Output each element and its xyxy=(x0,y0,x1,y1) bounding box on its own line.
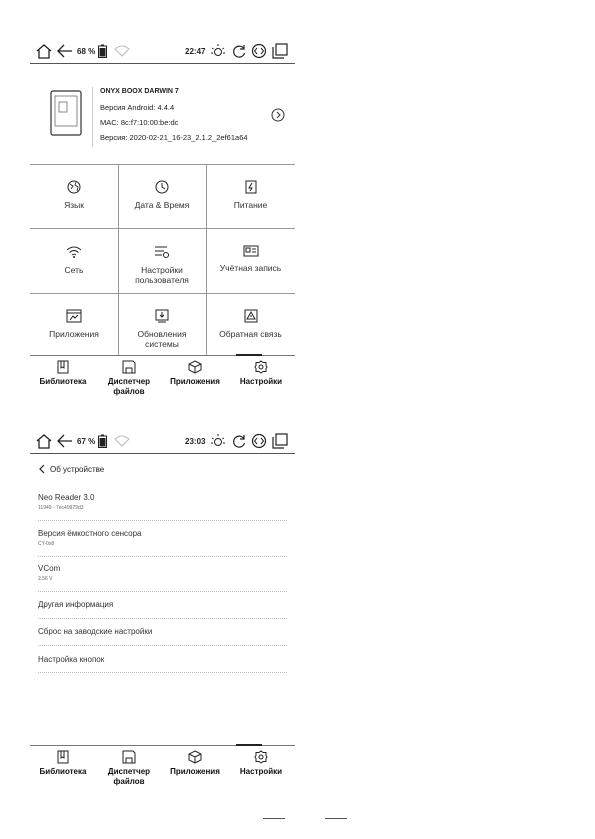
home-icon[interactable] xyxy=(35,40,53,62)
nav-label: Диспетчер файлов xyxy=(107,377,151,396)
frontlight-icon[interactable] xyxy=(210,40,226,62)
chevron-left-icon xyxy=(38,464,46,474)
grid-account[interactable] xyxy=(206,245,295,273)
grid-datetime[interactable] xyxy=(118,180,206,210)
settings-grid xyxy=(30,164,295,355)
list-item[interactable]: Сброс на заводские настройки xyxy=(38,627,153,636)
battery-percent: 67 % xyxy=(77,436,96,446)
device-name: ONYX BOOX DARWIN 7 xyxy=(100,88,179,95)
page-mark-right xyxy=(325,818,347,819)
grid-label: Приложения xyxy=(49,329,99,339)
grid-label: Настройки пользователя xyxy=(135,265,189,285)
feedback-icon xyxy=(244,309,258,323)
user-settings-icon xyxy=(154,245,170,259)
back-label: Об устройстве xyxy=(50,464,105,474)
grid-feedback[interactable] xyxy=(206,309,295,339)
account-card-icon xyxy=(243,245,259,257)
settings-screen xyxy=(30,40,295,405)
grid-label: Обновления системы xyxy=(137,329,187,349)
list-item[interactable]: Другая информация xyxy=(38,600,114,609)
gear-icon xyxy=(254,360,268,374)
nav-label: Настройки xyxy=(239,767,283,776)
device-thumbnail-icon xyxy=(50,90,82,141)
nav-label: Приложения xyxy=(170,767,220,776)
grid-label: Учётная запись xyxy=(219,263,282,273)
gear-icon xyxy=(254,750,268,764)
nav-settings[interactable] xyxy=(228,746,294,777)
firmware-version: Версия: 2020-02-21_16-23_2.1.2_2ef61a64 xyxy=(100,133,248,142)
battery-percent: 68 % xyxy=(77,46,96,56)
book-icon xyxy=(57,360,69,374)
nav-apps[interactable] xyxy=(162,746,228,777)
grid-language[interactable] xyxy=(30,180,118,210)
home-icon[interactable] xyxy=(35,430,53,452)
mac-address: MAC: 8c:f7:10:00:be:dc xyxy=(100,118,179,127)
cube-icon xyxy=(188,750,202,764)
language-icon xyxy=(67,180,81,194)
page-mark-left xyxy=(263,818,285,819)
wifi-off-icon xyxy=(114,430,130,452)
nav-label: Настройки xyxy=(239,377,283,386)
nav-library[interactable] xyxy=(30,746,96,777)
navigation-ball-icon[interactable] xyxy=(251,40,267,62)
book-icon xyxy=(57,750,69,764)
grid-user-settings[interactable] xyxy=(118,245,206,285)
nav-label: Библиотека xyxy=(39,767,87,776)
system-update-icon xyxy=(155,309,169,323)
grid-label: Язык xyxy=(64,200,84,210)
nav-settings[interactable] xyxy=(228,356,294,387)
back-arrow-icon[interactable] xyxy=(56,40,74,62)
cube-icon xyxy=(188,360,202,374)
grid-label: Сеть xyxy=(64,265,84,275)
task-manager-icon[interactable] xyxy=(272,430,288,452)
nav-label: Диспетчер файлов xyxy=(107,767,151,786)
wifi-icon xyxy=(66,245,82,259)
grid-label: Питание xyxy=(233,200,268,210)
floppy-disk-icon xyxy=(122,750,136,764)
nav-files[interactable] xyxy=(96,356,162,397)
grid-applications[interactable] xyxy=(30,309,118,339)
nav-label: Приложения xyxy=(170,377,220,386)
status-bar xyxy=(30,40,295,62)
list-item[interactable]: Настройка кнопок xyxy=(38,655,105,664)
battery-power-icon xyxy=(245,180,257,194)
grid-label: Обратная связь xyxy=(219,329,282,339)
floppy-disk-icon xyxy=(122,360,136,374)
grid-label: Дата & Время xyxy=(134,200,190,210)
about-device-screen xyxy=(30,430,295,795)
bottom-nav xyxy=(30,355,295,406)
back-arrow-icon[interactable] xyxy=(56,430,74,452)
list-item[interactable]: Версия ёмкостного сенсора CY-0x8 xyxy=(38,529,142,547)
grid-network[interactable] xyxy=(30,245,118,275)
navigation-ball-icon[interactable] xyxy=(251,430,267,452)
clock-time: 23:03 xyxy=(185,436,206,446)
android-version: Версия Android: 4.4.4 xyxy=(100,103,175,112)
battery-icon xyxy=(98,430,107,452)
list-item[interactable]: VCom 2.56 V xyxy=(38,564,61,582)
refresh-icon[interactable] xyxy=(231,430,247,452)
back-link[interactable] xyxy=(38,464,104,474)
bottom-nav xyxy=(30,745,295,796)
frontlight-icon[interactable] xyxy=(210,430,226,452)
list-item[interactable]: Neo Reader 3.0 11949 - 7ec49979d3 xyxy=(38,493,95,511)
status-bar xyxy=(30,430,295,452)
nav-files[interactable] xyxy=(96,746,162,787)
grid-power[interactable] xyxy=(206,180,295,210)
battery-icon xyxy=(98,40,107,62)
task-manager-icon[interactable] xyxy=(272,40,288,62)
nav-library[interactable] xyxy=(30,356,96,387)
nav-label: Библиотека xyxy=(39,377,87,386)
applications-icon xyxy=(66,309,82,323)
wifi-off-icon xyxy=(114,40,130,62)
nav-apps[interactable] xyxy=(162,356,228,387)
device-info-card[interactable] xyxy=(30,70,295,170)
grid-system-update[interactable] xyxy=(118,309,206,349)
refresh-icon[interactable] xyxy=(231,40,247,62)
chevron-right-icon[interactable] xyxy=(271,108,285,127)
clock-time: 22:47 xyxy=(185,46,206,56)
clock-icon xyxy=(155,180,169,194)
